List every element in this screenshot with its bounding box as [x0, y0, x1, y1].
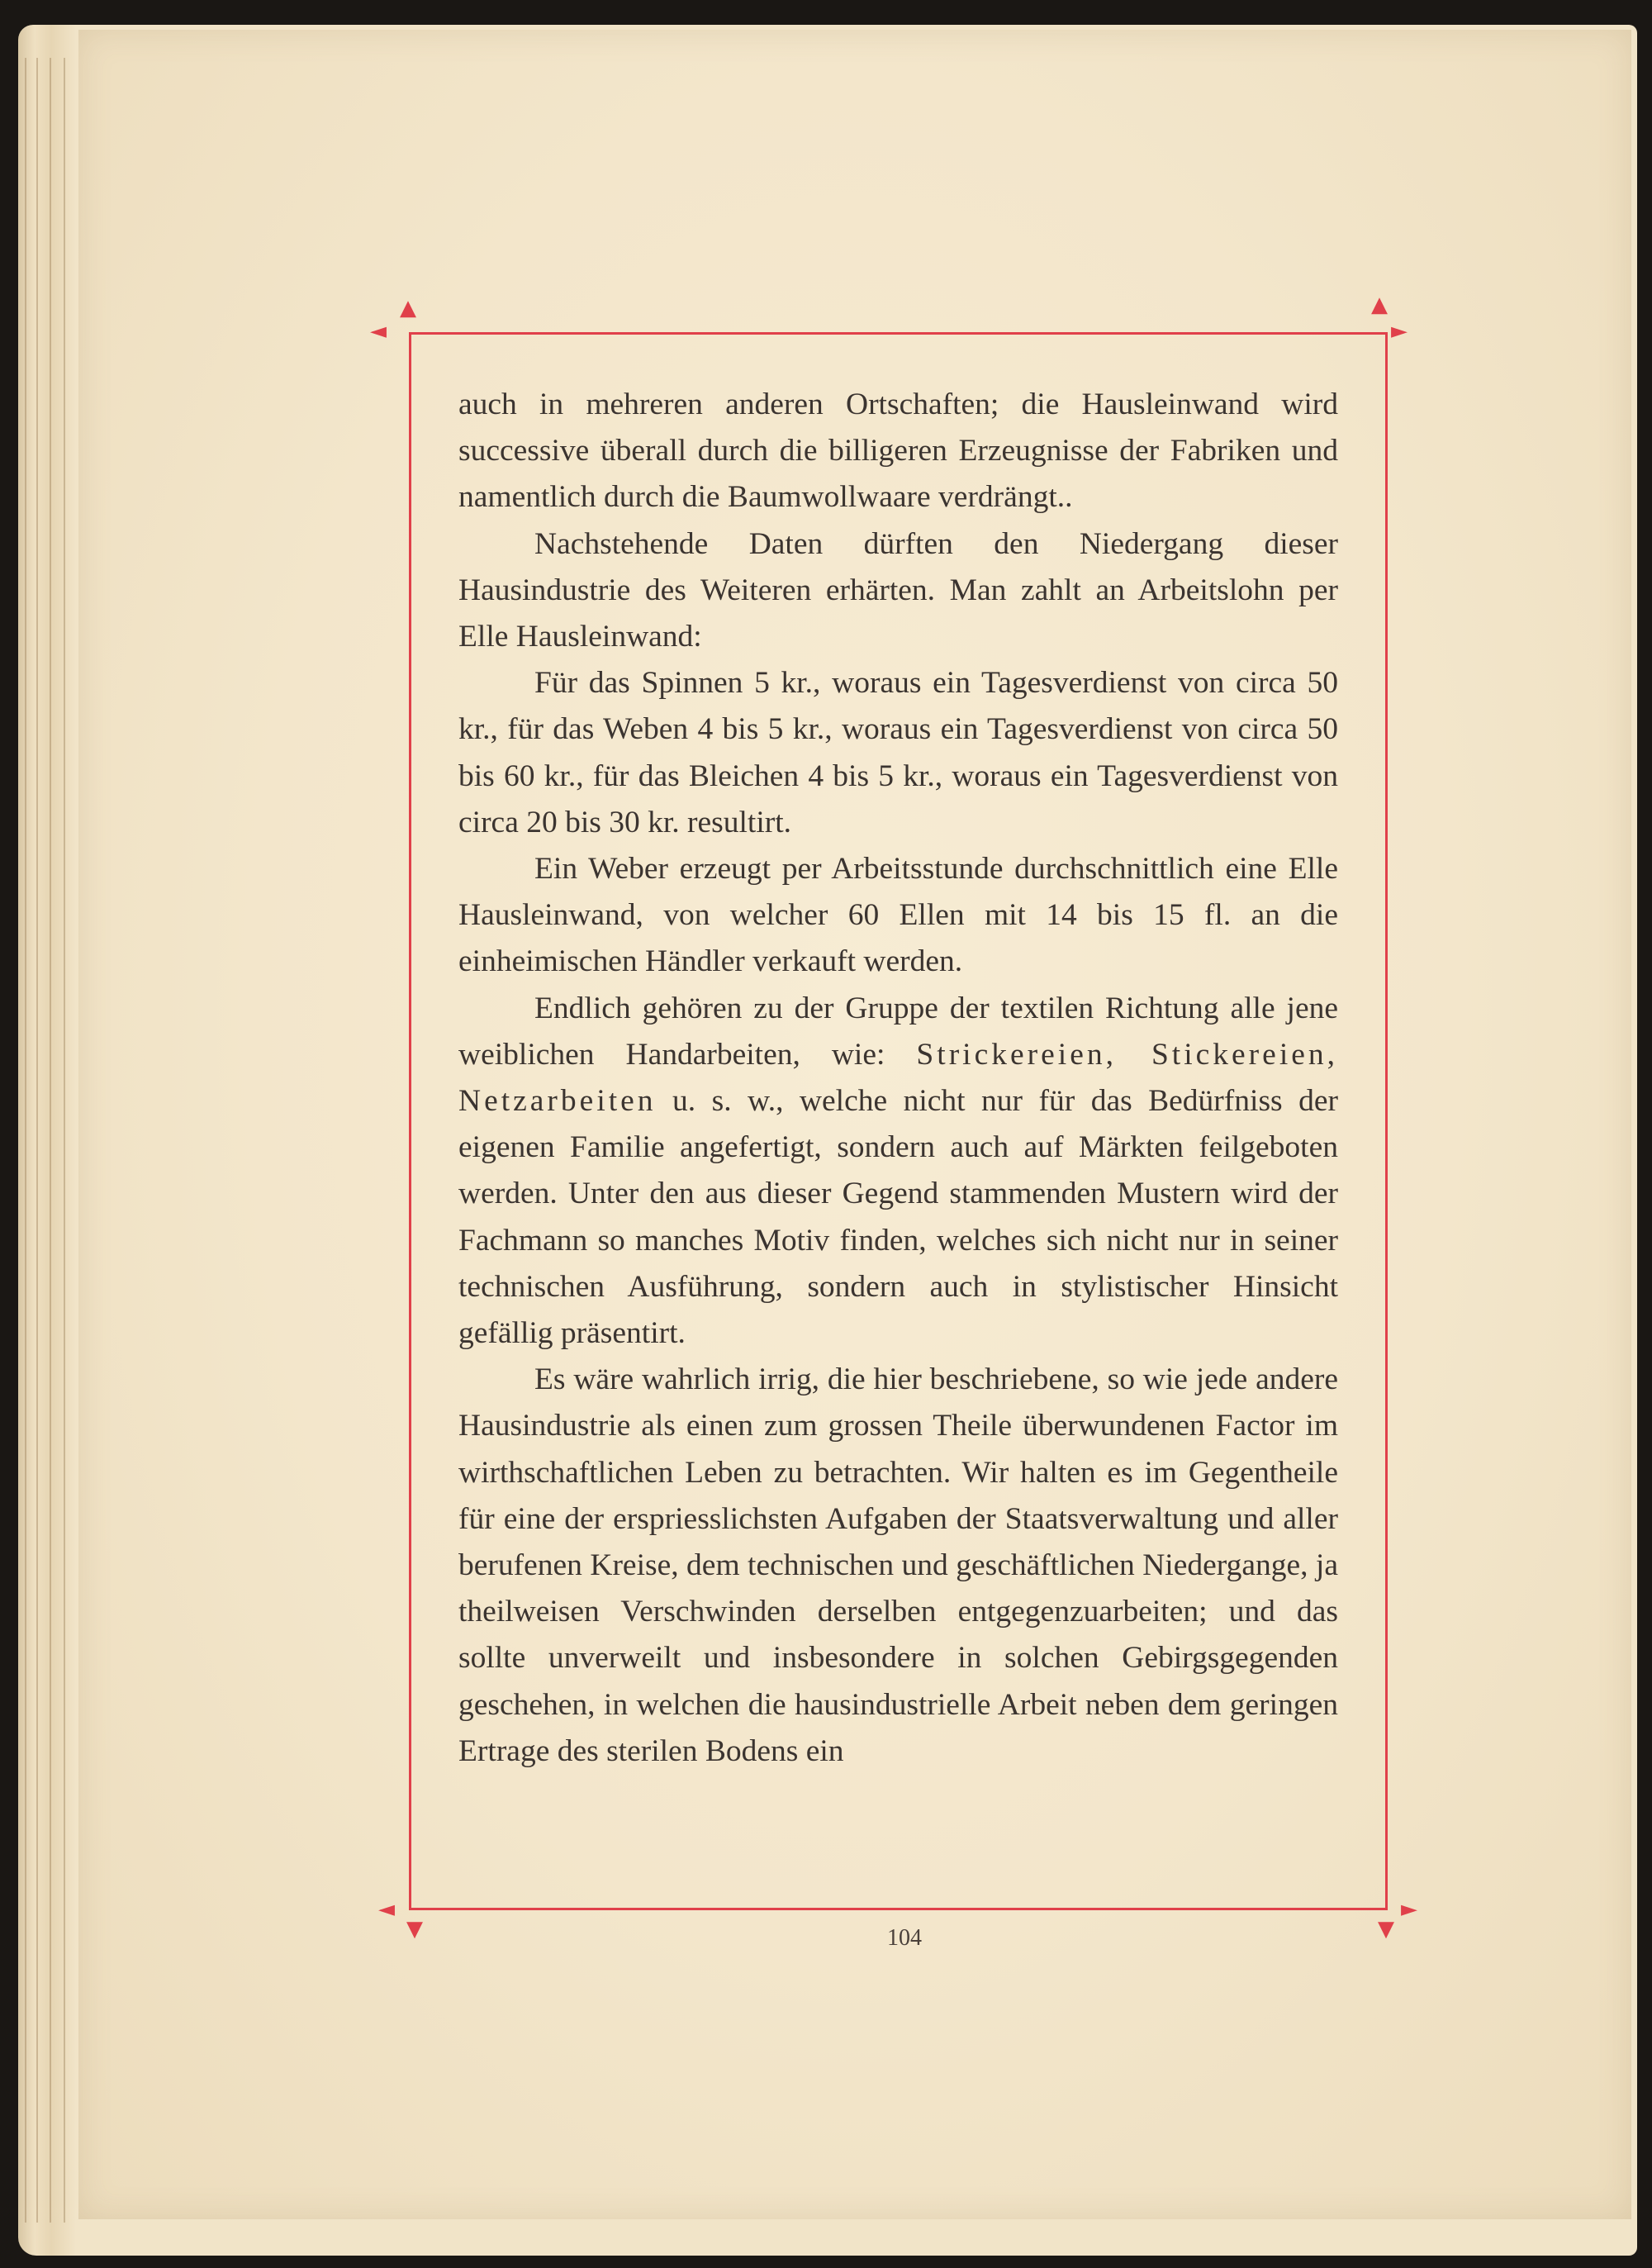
paragraph [458, 846, 1338, 986]
frame-corner-arrow-icon: ▲ [400, 296, 416, 321]
page-edge-line [50, 58, 51, 2223]
body-text [458, 382, 1338, 1775]
frame-corner-arrow-icon: ▼ [406, 1917, 423, 1942]
frame-corner-arrow-icon: ▼ [1378, 1917, 1394, 1942]
frame-corner-arrow-icon: ► [1391, 319, 1408, 344]
frame-corner-arrow-icon: ► [1401, 1897, 1417, 1922]
paragraph-text: Ein Weber erzeugt per Arbeitsstunde durchschnittlich eine Elle Hausleinwand, von welcher 60 Ellen mit 14 bis 15 fl. an die einheimischen Händler verkauft werden. [458, 852, 1338, 979]
paragraph-text: Für das Spinnen 5 kr., woraus ein Tagesverdienst von circa 50 kr., für das Weben 4 bis 5 kr., woraus ein Tagesverdienst von circa 50 bis 60 kr., für das Bleichen 4 bis 5 kr., woraus ein Tagesverdienst von circa 20 bis 30 kr. resultirt. [458, 666, 1338, 839]
paragraph [458, 382, 1338, 521]
page-number: 104 [887, 1925, 922, 1951]
paragraph [458, 1357, 1338, 1775]
frame-corner-arrow-icon: ▲ [1371, 292, 1388, 317]
spaced-emphasis-text: Strickereien, Stickereien, Netzarbeiten [458, 1037, 1339, 1119]
page-edge-line [36, 58, 38, 2223]
paragraph-text: Es wäre wahrlich irrig, die hier beschriebene, so wie jede andere Hausindustrie als einen zum grossen Theile überwundenen Factor im wirthschaftlichen Leben zu betrachten. Wir halten es im Gegentheile für eine der erspriesslichsten Aufgaben der Staatsverwaltung und aller berufenen Kreise, dem technischen und geschäftlichen Niedergange, ja theilweisen Verschwinden derselben entgegenzuarbeiten; und das sollte unverweilt und insbesondere in solchen Gebirgsgegenden geschehen, in welchen die hausindustrielle Arbeit neben dem geringen Ertrage des sterilen Bodens ein [458, 1362, 1338, 1768]
page-edge-line [25, 58, 26, 2223]
paragraph [458, 521, 1338, 661]
frame-corner-arrow-icon: ◄ [378, 1897, 395, 1922]
page-edge-line [64, 58, 65, 2223]
paragraph-text: u. s. w., welche nicht nur für das Bedürfniss der eigenen Familie angefertigt, sondern auch auf Märkten feilgeboten werden. Unter den aus dieser Gegend stammenden Mustern wird der Fachmann so manches Motiv finden, welches sich nicht nur in seiner technischen Ausführung, sondern auch in stylistischer Hinsicht gefällig präsentirt. [458, 1084, 1338, 1351]
paragraph-text: Endlich gehören zu der Gruppe der textilen Richtung alle jene weiblichen Handarbeiten, wie: [458, 991, 1338, 1072]
paragraph-text: auch in mehreren anderen Ortschaften; die Hausleinwand wird successive überall durch die billigeren Erzeugnisse der Fabriken und namentlich durch die Baumwollwaare verdrängt.. [458, 388, 1338, 515]
frame-corner-arrow-icon: ◄ [370, 319, 387, 344]
paragraph [458, 986, 1338, 1357]
paragraph-text: Nachstehende Daten dürften den Niedergang dieser Hausindustrie des Weiteren erhärten. Man zahlt an Arbeitslohn per Elle Hausleinwand: [458, 526, 1338, 654]
paragraph [458, 660, 1338, 846]
